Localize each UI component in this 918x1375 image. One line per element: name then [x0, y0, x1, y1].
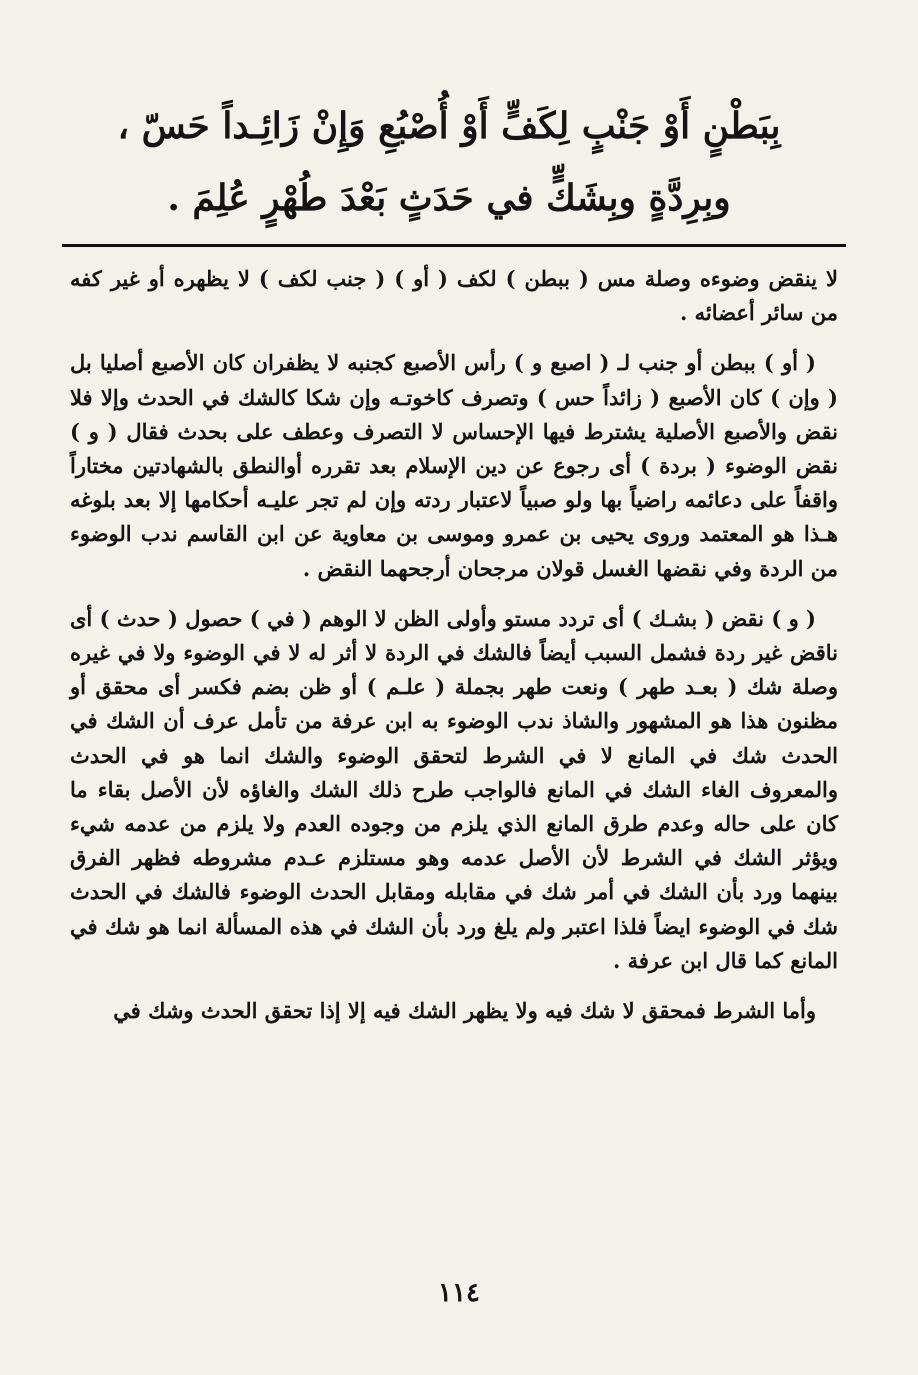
- verse-line-1: بِبَطْنٍ أَوْ جَنْبٍ لِكَفٍّ أَوْ أُصْبُعِ وَإِنْ زَائِـداً حَسّ ،: [117, 105, 781, 147]
- commentary-text: [70, 262, 838, 1044]
- verse-line-2: وبِرِدَّةٍ وبِشَكٍّ في حَدَثٍ بَعْدَ طُهْرٍ عُلِمَ .: [167, 177, 731, 219]
- paragraph-2: ( أو ) ببطن أو جنب لـ ( اصبع و ) رأس الأصبع كجنبه لا يظفران كان الأصبع أصليا بل ( وإن ) كان الأصبع ( زائداً حس ) وتصرف كاخوتـه وإن شكا كالشك في الحدث وإلا فلا نقض والأصبع الأصلية يشترط فيها الإحساس لا التصرف وعطف على بحدث فقال ( و ) نقض الوضوء ( بردة ) أى رجوع عن دين الإسلام بعد تقرره أوالنطق بالشهادتين مختاراً واقفاً على دعائمه راضياً بها ولو صبياً لاعتبار ردته وإن لم تجر عليـه أحكامها إلا بعد بلوغه هـذا هو المعتمد وروى يحيى بن عمرو وموسى بن معاوية عن ابن القاسم ندب الوضوء من الردة وفي نقضها الغسل قولان مرجحان أرجحهما النقض .: [70, 350, 838, 581]
- page-number: ١١٤: [438, 1278, 480, 1308]
- paragraph-4: وأما الشرط فمحقق لا شك فيه ولا يظهر الشك فيه إلا إذا تحقق الحدث وشك في: [113, 998, 816, 1024]
- paragraph-1: لا ينقض وضوءه وصلة مس ( ببطن ) لكف ( أو ) ( جنب لكف ) لا يظهره أو غير كفه من سائر أعضائه .: [70, 266, 838, 326]
- paragraph-3: ( و ) نقض ( بشـك ) أى تردد مستو وأولى الظن لا الوهم ( في ) حصول ( حدث ) أى ناقض غير ردة فشمل السبب أيضاً فالشك في الردة لا أثر له لا في الوضوء ولا في غيره وصلة شك ( بعـد طهر ) ونعت طهر بجملة ( علـم ) أو ظن بضم فكسر أى محقق أو مظنون هذا هو المشهور والشاذ ندب الوضوء به ابن عرفة من تأمل عرف أن الشك في الحدث شك في المانع لا في الشرط لتحقق الوضوء والشك انما هو في الحدث والمعروف الغاء الشك في المانع فالواجب طرح ذلك الشك والغاؤه لأن الأصل بقاء ما كان على حاله وعدم طرق المانع الذي يلزم من وجوده العدم ولا يلزم من عدمه شيء ويؤثر الشك في الشرط لأن الأصل عدمه وهو مستلزم عـدم مشروطه فظهر الفرق بينهما ورد بأن الشك في أمر شك في مقابله ومقابل الحدث الوضوء فالشك في الحدث شك في الوضوء ايضاً فلذا اعتبر ولم يلغ ورد بأن الشك في هذه المسألة انما هو شك في المانع كما قال ابن عرفة .: [70, 605, 838, 973]
- verse-matn: [90, 90, 808, 234]
- horizontal-divider: [62, 244, 846, 247]
